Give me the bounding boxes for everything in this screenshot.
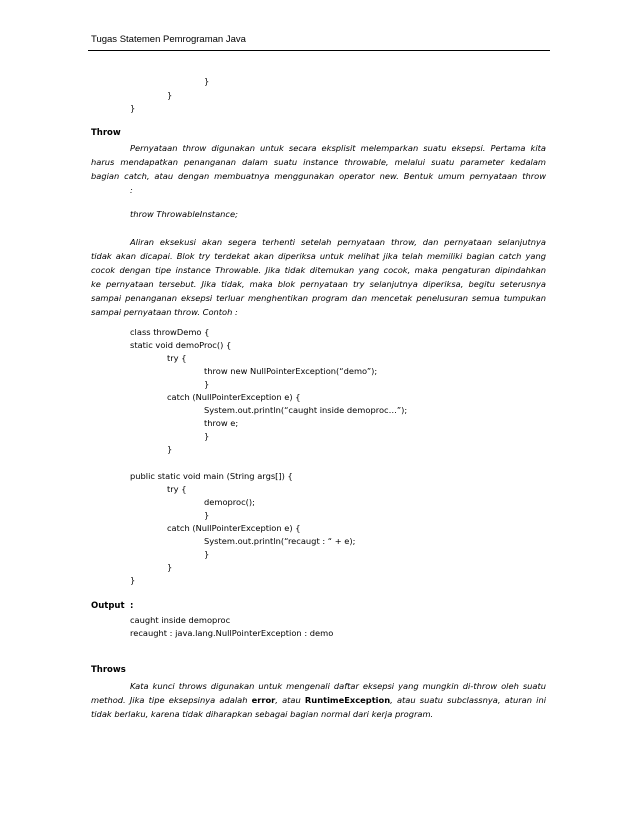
paragraph-line: harus mendapatkan penanganan dalam suatu instance throwable, melalui suatu parameter kedalam <box>91 157 546 167</box>
code-line: catch (NullPointerException e) { <box>167 392 301 402</box>
paragraph-line: : <box>130 185 133 195</box>
paragraph-line: Aliran eksekusi akan segera terhenti setelah pernyataan throw, dan pernyataan selanjutnya <box>130 237 546 247</box>
code-line: catch (NullPointerException e) { <box>167 523 301 533</box>
paragraph-line: cocok dengan tipe instance Throwable. Jika tidak ditemukan yang cocok, maka pengaturan dipindahkan <box>91 265 546 275</box>
header-rule <box>88 50 550 51</box>
keyword-error: error <box>251 695 276 705</box>
code-line: demoproc(); <box>204 497 255 507</box>
paragraph-line: sampai penanganan eksepsi terluar menghentikan program dan mencetak penelusuran semua tumpukan <box>91 293 546 303</box>
code-line: System.out.println(“recaugt : “ + e); <box>204 536 356 546</box>
code-line: } <box>130 575 136 585</box>
section-heading-throw: Throw <box>91 128 121 138</box>
code-line: class throwDemo { <box>130 327 210 337</box>
page-header-title: Tugas Statemen Pemrograman Java <box>91 34 246 45</box>
code-line: static void demoProc() { <box>130 340 232 350</box>
code-line: } <box>204 431 210 441</box>
output-line: caught inside demoproc <box>130 615 231 625</box>
throw-syntax: throw ThrowableInstance; <box>130 209 238 219</box>
code-line: throw e; <box>204 418 239 428</box>
code-line: } <box>167 562 173 572</box>
keyword-runtimeexception: RuntimeException <box>304 695 391 705</box>
code-line: } <box>167 90 173 100</box>
text-run: method. Jika tipe eksepsinya adalah <box>91 695 248 705</box>
code-line: } <box>130 103 136 113</box>
code-line: } <box>204 510 210 520</box>
text-run: , atau <box>275 695 301 705</box>
throw-paragraph-2 <box>91 235 546 319</box>
code-line: } <box>167 444 173 454</box>
section-heading-output: Output <box>91 601 125 611</box>
code-line: System.out.println(“caught inside demoproc…”); <box>204 405 408 415</box>
code-line: throw new NullPointerException(“demo”); <box>204 366 378 376</box>
paragraph-line: ke pernyataan tersebut. Jika tidak, maka blok pernyataan try selanjutnya diperiksa, begitu seterusnya <box>91 279 546 289</box>
code-line: } <box>204 76 210 86</box>
throw-paragraph-1 <box>91 141 546 197</box>
code-line: try { <box>167 353 187 363</box>
code-line: public static void main (String args[]) { <box>130 471 293 481</box>
paragraph-line: Kata kunci throws digunakan untuk mengenali daftar eksepsi yang mungkin di-throw oleh suatu <box>130 681 546 691</box>
paragraph-line: sampai pernyataan throw. Contoh : <box>91 307 238 317</box>
output-colon: : <box>130 601 134 611</box>
text-run: , atau suatu subclassnya, aturan ini <box>390 695 547 705</box>
output-line: recaught : java.lang.NullPointerException : demo <box>130 628 334 638</box>
section-heading-throws: Throws <box>91 665 126 675</box>
paragraph-line: Pernyataan throw digunakan untuk secara eksplisit melemparkan suatu eksepsi. Pertama kita <box>130 143 546 153</box>
paragraph-line <box>91 693 546 707</box>
code-line: try { <box>167 484 187 494</box>
paragraph-line: tidak berlaku, karena tidak diharapkan sebagai bagian normal dari kerja program. <box>91 709 434 719</box>
code-line: } <box>204 379 210 389</box>
code-line: } <box>204 549 210 559</box>
paragraph-line: bagian catch, atau dengan membuatnya menggunakan operator new. Bentuk umum pernyataan throw <box>91 171 546 181</box>
paragraph-line: tidak akan dicapai. Blok try terdekat akan diperiksa untuk melihat jika telah memiliki bagian catch yang <box>91 251 546 261</box>
throws-paragraph <box>91 679 546 721</box>
